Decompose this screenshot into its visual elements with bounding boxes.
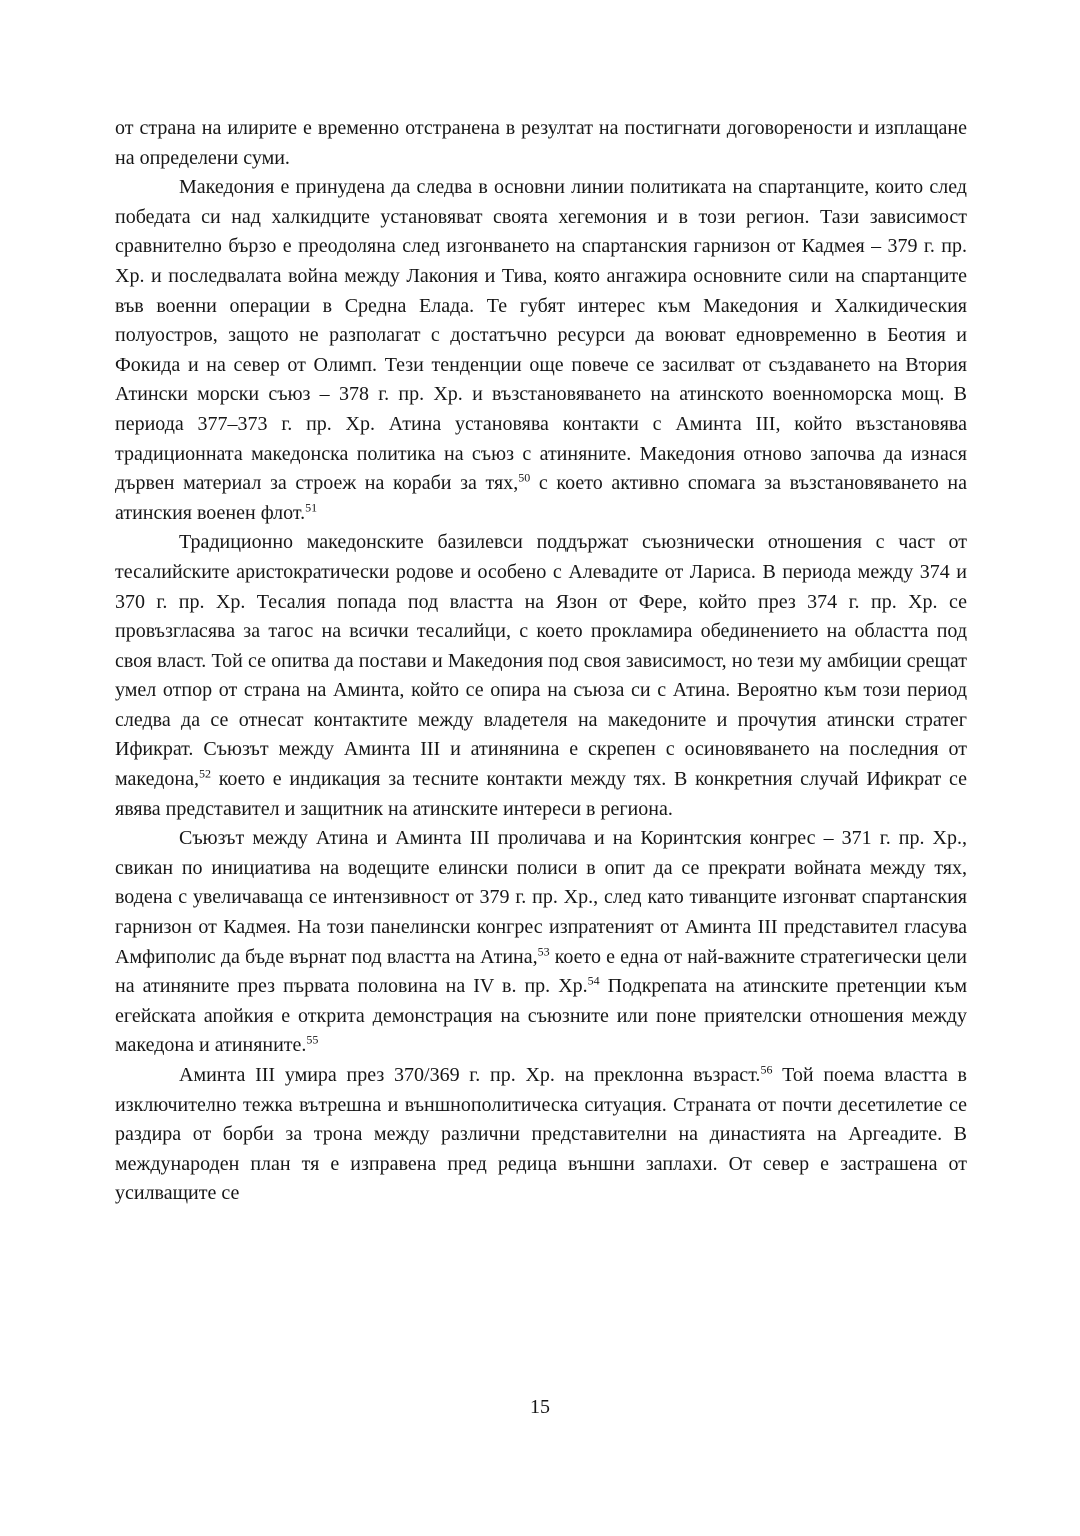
text-run: Аминта III умира през 370/369 г. пр. Хр. на преклонна възраст. xyxy=(179,1064,761,1086)
text-run: Македония е принудена да следва в основни линии политиката на спартанците, които след победата си над халкидците установяват своята хегемония и в този регион. Тази зависимост сравнително бързо е преодоляна след изгонването на спартанския гарнизон от Кадмея – 379 г. пр. Хр. и последвалата война между Лакония и Тива, която ангажира основните сили на спартанците във военни операции в Средна Елада. Те губят интерес към Македония и Халкидическия полуостров, защото не разполагат с достатъчно ресурси да воюват едновременно в Беотия и Фокида и на север от Олимп. Тези тенденции още повече се засилват от създаването на Втория Атински морски съюз – 378 г. пр. Хр. и възстановяването на атинското военноморска мощ. В периода 377–373 г. пр. Хр. Атина установява контакти с Аминта III, който възстановява традиционната македонска политика на съюз с атиняните. Македония отново започва да изнася дървен материал за строеж на кораби за тях, xyxy=(115,176,967,495)
footnote-reference: 53 xyxy=(537,943,550,958)
page-text xyxy=(115,114,967,1209)
text-run: което е една от най-важните стратегически цели на атиняните през първата половина на IV в. пр. Хр. xyxy=(115,945,967,998)
text-run: от страна на илирите е временно отстранена в резултат на постигнати договорености и изплащане на определени суми. xyxy=(115,117,967,169)
paragraph xyxy=(115,1061,967,1209)
text-run: с което активно спомага за възстановяването на атинския военен флот. xyxy=(115,472,967,524)
footnote-reference: 54 xyxy=(587,973,600,988)
text-run: Той поема властта в изключително тежка вътрешна и външнополитическа ситуация. Страната от почти десетилетие се раздира от борби за трона между различни представителни на династията на Аргеадите. В международен план тя е изправена пред редица външни заплахи. От север е застрашена от усилващите се xyxy=(115,1064,967,1205)
page-number: 15 xyxy=(530,1396,550,1418)
footnote-reference: 50 xyxy=(518,470,531,485)
text-run: Традиционно македонските базилевси поддържат съюзнически отношения с част от тесалийските аристократически родове и особено с Алевадите от Лариса. В периода между 374 и 370 г. пр. Хр. Тесалия попада под властта на Язон от Фере, който през 374 г. пр. Хр. се провъзгласява за тагос на всички тесалийци, с което прокламира обединението на областта под своя власт. Той се опитва да постави и Македония под своя зависимост, но тези му амбиции срещат умел отпор от страна на Аминта, който се опира на съюза си с Атина. Вероятно към този период следва да се отнесат контактите между владетеля на македоните и прочутия атински стратег Ификрат. Съюзът между Аминта III и атинянина е скрепен с осиновяването на последния от македона, xyxy=(115,531,967,791)
footnote-reference: 52 xyxy=(198,766,211,781)
text-run: което е индикация за тесните контакти между тях. В конкретния случай Ификрат се явява представител и защитник на атинските интереси в региона. xyxy=(115,768,967,820)
text-run: Подкрепата на атинските претенции към егейската апойкия е открита демонстрация на съюзните или поне приятелски отношения между македона и атиняните. xyxy=(115,975,967,1057)
text-run: Съюзът между Атина и Аминта III проличава и на Коринтския конгрес – 371 г. пр. Хр., свикан по инициатива на водещите елински полиси в опит да се прекрати войната между тях, водена с увеличаваща се интензивност от 379 г. пр. Хр., след като тиванците изгонват спартанския гарнизон от Кадмея. На този панелински конгрес изпратеният от Аминта III представител гласува Амфиполис да бъде върнат под властта на Атина, xyxy=(115,827,967,968)
footnote-reference: 56 xyxy=(760,1062,773,1077)
footnote-reference: 51 xyxy=(305,500,318,515)
paragraph xyxy=(115,173,967,528)
paragraph xyxy=(115,824,967,1061)
paragraph xyxy=(115,528,967,824)
paragraph xyxy=(115,114,967,173)
footnote-reference: 55 xyxy=(306,1032,319,1047)
